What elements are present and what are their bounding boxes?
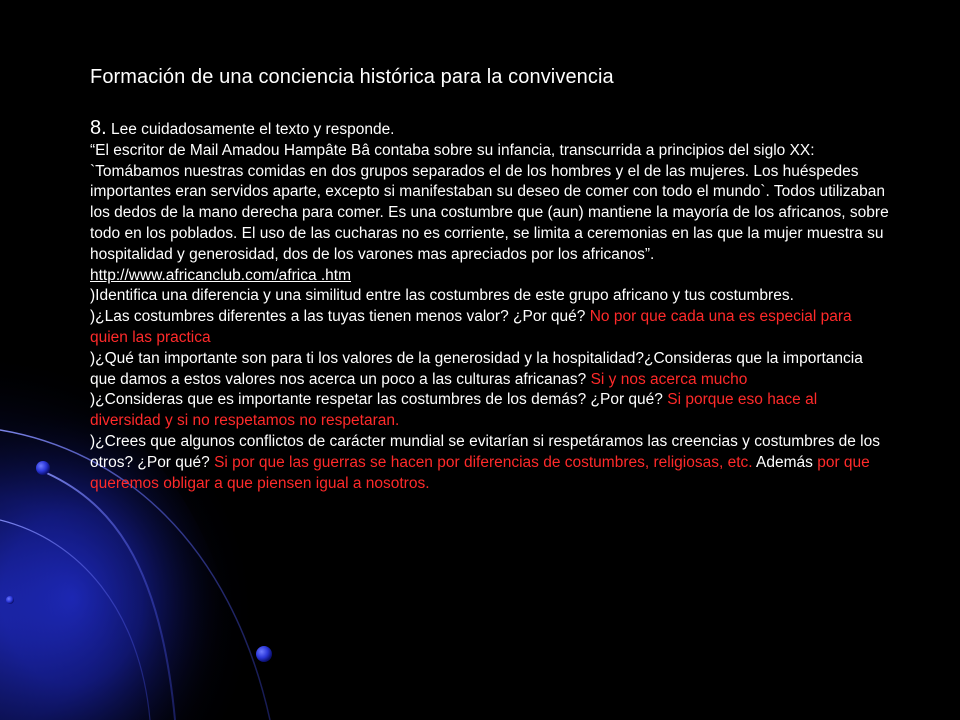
answer-5-ademas: Además: [756, 453, 813, 471]
question-5-text: )¿Crees que algunos conflictos de carácter mundial se evitarían si respetáramos las creencias y costumbres de los otros? ¿Por qué?: [90, 432, 881, 471]
slide-content: [90, 118, 890, 494]
question-2-text: )¿Las costumbres diferentes a las tuyas tienen menos valor? ¿Por qué?: [90, 308, 590, 326]
question-3: [90, 349, 890, 391]
answer-5-part2: por que queremos obligar a que piensen igual a nosotros.: [90, 453, 870, 492]
question-3-text: )¿Qué tan importante son para ti los valores de la generosidad y la hospitalidad?¿Consideras que la importancia que damos a estos valores nos acerca un poco a las culturas africanas?: [90, 349, 863, 388]
orb-1: [36, 461, 50, 475]
question-number: 8.: [90, 117, 107, 139]
quote-paragraph: “El escritor de Mail Amadou Hampâte Bâ contaba sobre su infancia, transcurrida a principios del siglo XX: `Tomábamos nuestras comidas en dos grupos separados el de los hombres y el de las mujeres. Los huéspedes importantes eran servidos aparte, excepto si manifestaban su deseo de comer con todo el mundo`. Todos utilizaban los dedos de la mano derecha para comer. Es una costumbre que (aun) mantiene la mayoría de los africanos, sobre todo en los poblados. El uso de las cucharas no es corriente, se limita a ceremonias en las que la mujer muestra su hospitalidad y generosidad, dos de los varones mas apreciados por los africanos”.: [90, 141, 889, 263]
instruction-line: [90, 118, 890, 141]
answer-3: Si y nos acerca mucho: [590, 370, 748, 388]
answer-5-part1: Si por que las guerras se hacen por diferencias de costumbres, religiosas, etc.: [214, 453, 757, 471]
answer-2: No por que cada una es especial para quien las practica: [90, 308, 852, 346]
question-1: )Identifica una diferencia y una similitud entre las costumbres de este grupo africano y tus costumbres.: [90, 287, 794, 305]
question-4: [90, 390, 890, 432]
orb-2: [256, 646, 272, 662]
question-2: [90, 307, 890, 349]
source-link-line: [90, 266, 890, 287]
slide-title: Formación de una conciencia histórica para la convivencia: [90, 66, 614, 88]
instruction-text: Lee cuidadosamente el texto y responde.: [106, 121, 395, 138]
orb-3: [6, 596, 14, 604]
source-link[interactable]: http://www.africanclub.com/africa .htm: [90, 266, 352, 284]
question-4-text: )¿Consideras que es importante respetar las costumbres de los demás? ¿Por qué?: [90, 391, 668, 409]
answer-4: Si porque eso hace al diversidad y si no respetamos no respetaran.: [90, 391, 818, 430]
question-5: [90, 432, 890, 494]
